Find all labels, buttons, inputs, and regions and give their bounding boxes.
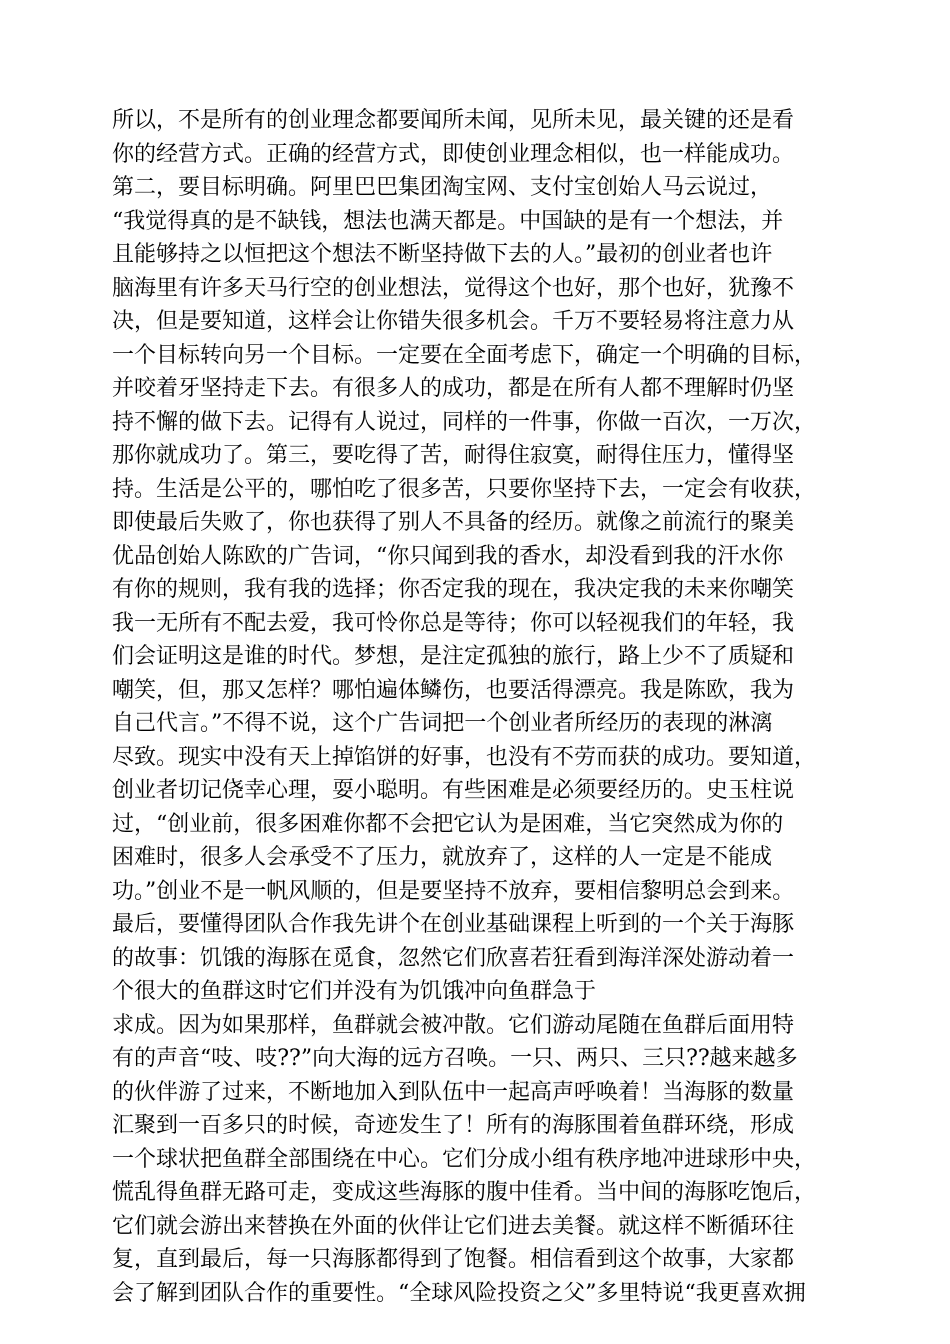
- text-line: 一个球状把鱼群全部围绕在中心。它们分成小组有秩序地冲进球形中央，: [112, 1146, 817, 1172]
- text-line: 并咬着牙坚持走下去。有很多人的成功，都是在所有人都不理解时仍坚: [112, 376, 795, 401]
- text-line: 自己代言。”不得不说，这个广告词把一个创业者所经历的表现的淋漓: [112, 711, 773, 736]
- text-line: 决，但是要知道，这样会让你错失很多机会。千万不要轻易将注意力从: [112, 309, 795, 334]
- text-line: 优品创始人陈欧的广告词，“你只闻到我的香水，却没看到我的汗水你: [112, 543, 784, 569]
- text-line: 们会证明这是谁的时代。梦想，是注定孤独的旅行，路上少不了质疑和: [112, 644, 795, 669]
- text-line: 汇聚到一百多只的时候，奇迹发生了！所有的海豚围着鱼群环绕，形成: [112, 1113, 795, 1138]
- text-line: 所以，不是所有的创业理念都要闻所未闻，见所未见，最关键的还是看: [112, 108, 795, 133]
- text-line: 复，直到最后，每一只海豚都得到了饱餐。相信看到这个故事，大家都: [112, 1247, 795, 1272]
- text-line: 个很大的鱼群这时它们并没有为饥饿冲向鱼群急于: [112, 979, 597, 1004]
- text-line: 它们就会游出来替换在外面的伙伴让它们进去美餐。就这样不断循环往: [112, 1213, 795, 1239]
- text-line: 且能够持之以恒把这个想法不断坚持做下去的人。”最初的创业者也许: [112, 242, 773, 267]
- text-line: 慌乱得鱼群无路可走，变成这些海豚的腹中佳肴。当中间的海豚吃饱后，: [112, 1180, 817, 1205]
- text-line: 一个目标转向另一个目标。一定要在全面考虑下，确定一个明确的目标，: [112, 342, 817, 368]
- text-line: 尽致。现实中没有天上掉馅饼的好事，也没有不劳而获的成功。要知道，: [112, 744, 817, 770]
- text-line: 脑海里有许多天马行空的创业想法，觉得这个也好，那个也好，犹豫不: [112, 275, 795, 301]
- text-line: 创业者切记侥幸心理，耍小聪明。有些困难是必须要经历的。史玉柱说: [112, 778, 795, 803]
- text-line: 困难时，很多人会承受不了压力，就放弃了，这样的人一定是不能成: [112, 845, 773, 870]
- text-line: 你的经营方式。正确的经营方式，即使创业理念相似，也一样能成功。: [112, 141, 795, 167]
- text-line: 会了解到团队合作的重要性。“全球风险投资之父”多里特说“我更喜欢拥: [112, 1280, 806, 1306]
- text-line: 功。”创业不是一帆风顺的，但是要坚持不放弃，要相信黎明总会到来。: [112, 878, 795, 904]
- body-text: [112, 104, 852, 1310]
- text-line: 过，“创业前，很多困难你都不会把它认为是困难，当它突然成为你的: [112, 811, 784, 837]
- text-line: 第二，要目标明确。阿里巴巴集团淘宝网、支付宝创始人马云说过，: [112, 175, 773, 200]
- text-line: “我觉得真的是不缺钱，想法也满天都是。中国缺的是有一个想法，并: [112, 208, 784, 234]
- text-line: 求成。因为如果那样，鱼群就会被冲散。它们游动尾随在鱼群后面用特: [112, 1012, 795, 1038]
- text-line: 即使最后失败了，你也获得了别人不具备的经历。就像之前流行的聚美: [112, 510, 795, 535]
- text-line: 最后，要懂得团队合作我先讲个在创业基础课程上听到的一个关于海豚: [112, 912, 795, 937]
- text-line: 的故事：饥饿的海豚在觅食，忽然它们欣喜若狂看到海洋深处游动着一: [112, 945, 795, 971]
- text-line: 有你的规则，我有我的选择；你否定我的现在，我决定我的未来你嘲笑: [112, 577, 795, 602]
- text-line: 我一无所有不配去爱，我可怜你总是等待；你可以轻视我们的年轻，我: [112, 610, 795, 636]
- text-line: 有的声音“吱、吱??”向大海的远方召唤。一只、两只、三只??越来越多: [112, 1046, 798, 1071]
- text-line: 那你就成功了。第三，要吃得了苦，耐得住寂寞，耐得住压力，懂得坚: [112, 443, 795, 468]
- text-line: 持。生活是公平的，哪怕吃了很多苦，只要你坚持下去，一定会有收获，: [112, 476, 817, 502]
- text-line: 持不懈的做下去。记得有人说过，同样的一件事，你做一百次，一万次，: [112, 409, 817, 435]
- text-line: 嘲笑，但，那又怎样？哪怕遍体鳞伤，也要活得漂亮。我是陈欧，我为: [112, 677, 795, 703]
- text-line: 的伙伴游了过来，不断地加入到队伍中一起高声呼唤着！当海豚的数量: [112, 1079, 795, 1105]
